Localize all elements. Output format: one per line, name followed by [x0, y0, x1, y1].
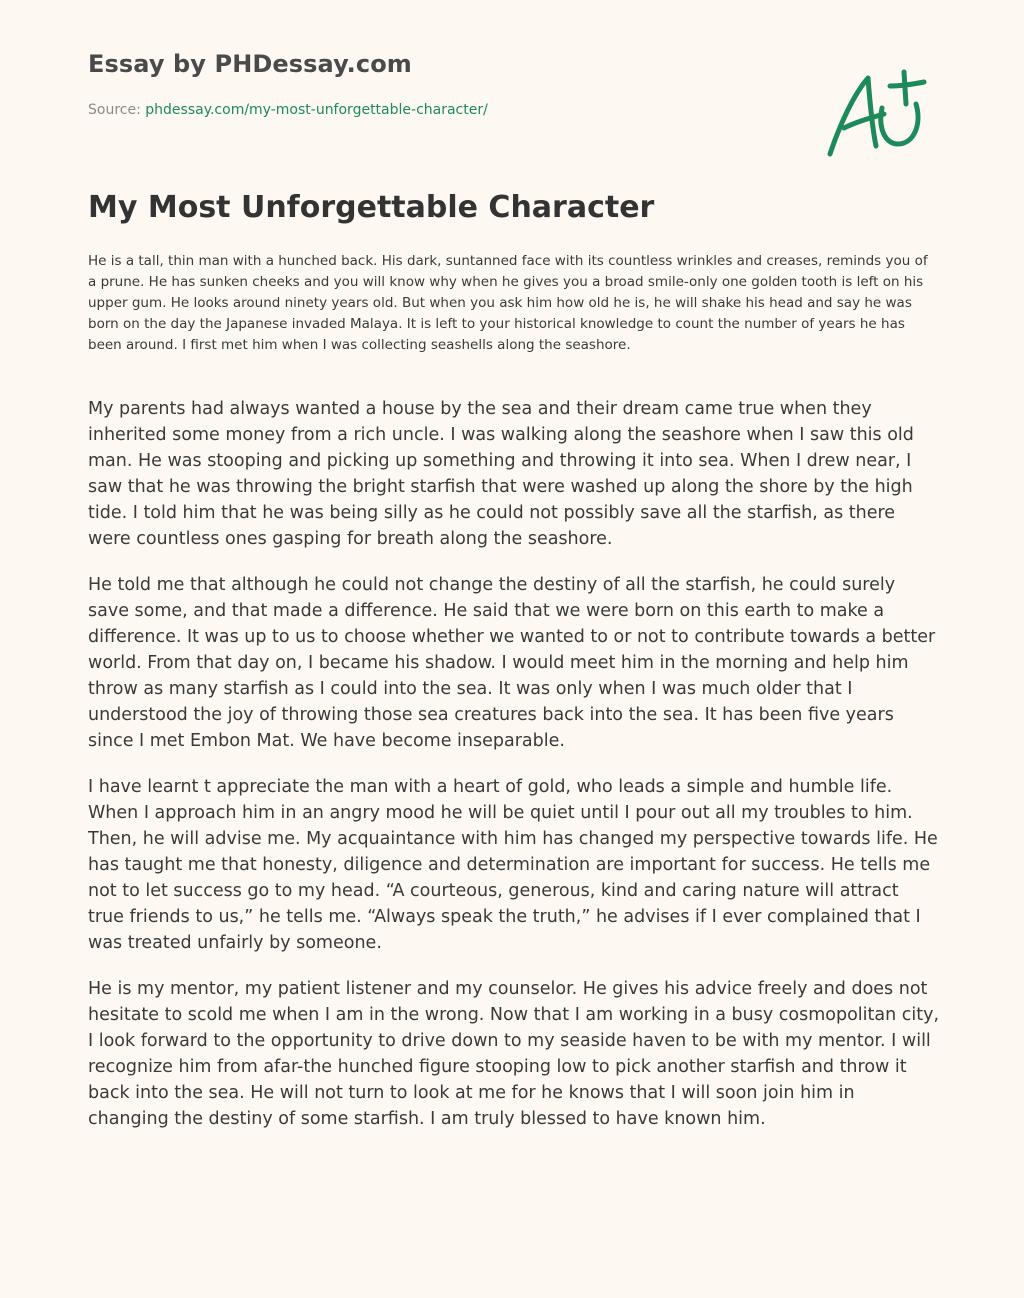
brand-title: Essay by PHDessay.com [88, 50, 412, 78]
essay-body [88, 396, 940, 1152]
source-line [88, 102, 488, 118]
a-plus-logo-icon [822, 64, 932, 160]
essay-paragraph: My parents had always wanted a house by the sea and their dream came true when they inherited some money from a rich uncle. I was walking along the seashore when I saw this old man. He was stooping and picking up something and throwing it into sea. When I drew near, I saw that he was throwing the bright starfish that were washed up along the shore by the high tide. I told him that he was being silly as he could not possibly save all the starfish, as there were countless ones gasping for breath along the seashore. [88, 399, 914, 549]
essay-paragraph: He told me that although he could not change the destiny of all the starfish, he could surely save some, and that made a difference. He said that we were born on this earth to make a difference. It was up to us to choose whether we wanted to or not to contribute towards a better world. From that day on, I became his shadow. I would meet him in the morning and help him throw as many starfish as I could into the sea. It was only when I was much older that I understood the joy of throwing those sea creatures back into the sea. It has been five years since I met Embon Mat. We have become inseparable. [88, 575, 936, 751]
essay-paragraph: He is my mentor, my patient listener and my counselor. He gives his advice freely and does not hesitate to scold me when I am in the wrong. Now that I am working in a busy cosmopolitan city, I look forward to the opportunity to drive down to my seaside haven to be with my mentor. I will recognize him from afar-the hunched figure stooping low to pick another starfish and throw it back into the sea. He will not turn to look at me for he knows that I will soon join him in changing the destiny of some starfish. I am truly blessed to have known him. [88, 979, 940, 1129]
intro-paragraph: He is a tall, thin man with a hunched back. His dark, suntanned face with its countless wrinkles and creases, reminds you of a prune. He has sunken cheeks and you will know why when he gives you a broad smile-only one golden tooth is left on his upper gum. He looks around ninety years old. But when you ask him how old he is, he will shake his head and say he was born on the day the Japanese invaded Malaya. It is left to your historical knowledge to count the number of years he has been around. I first met him when I was collecting seashells along the seashore. [88, 253, 928, 353]
source-label: Source: [88, 102, 141, 118]
page-title: My Most Unforgettable Character [88, 190, 655, 225]
essay-paragraph: I have learnt t appreciate the man with a heart of gold, who leads a simple and humble life. When I approach him in an angry mood he will be quiet until I pour out all my troubles to him. Then, he will advise me. My acquaintance with him has changed my perspective towards life. He has taught me that honesty, diligence and determination are important for success. He tells me not to let success go to my head. “A courteous, generous, kind and caring nature will attract true friends to us,” he tells me. “Always speak the truth,” he advises if I ever complained that I was treated unfairly by someone. [88, 777, 938, 953]
source-link[interactable]: phdessay.com/my-most-unforgettable-character/ [145, 102, 488, 118]
